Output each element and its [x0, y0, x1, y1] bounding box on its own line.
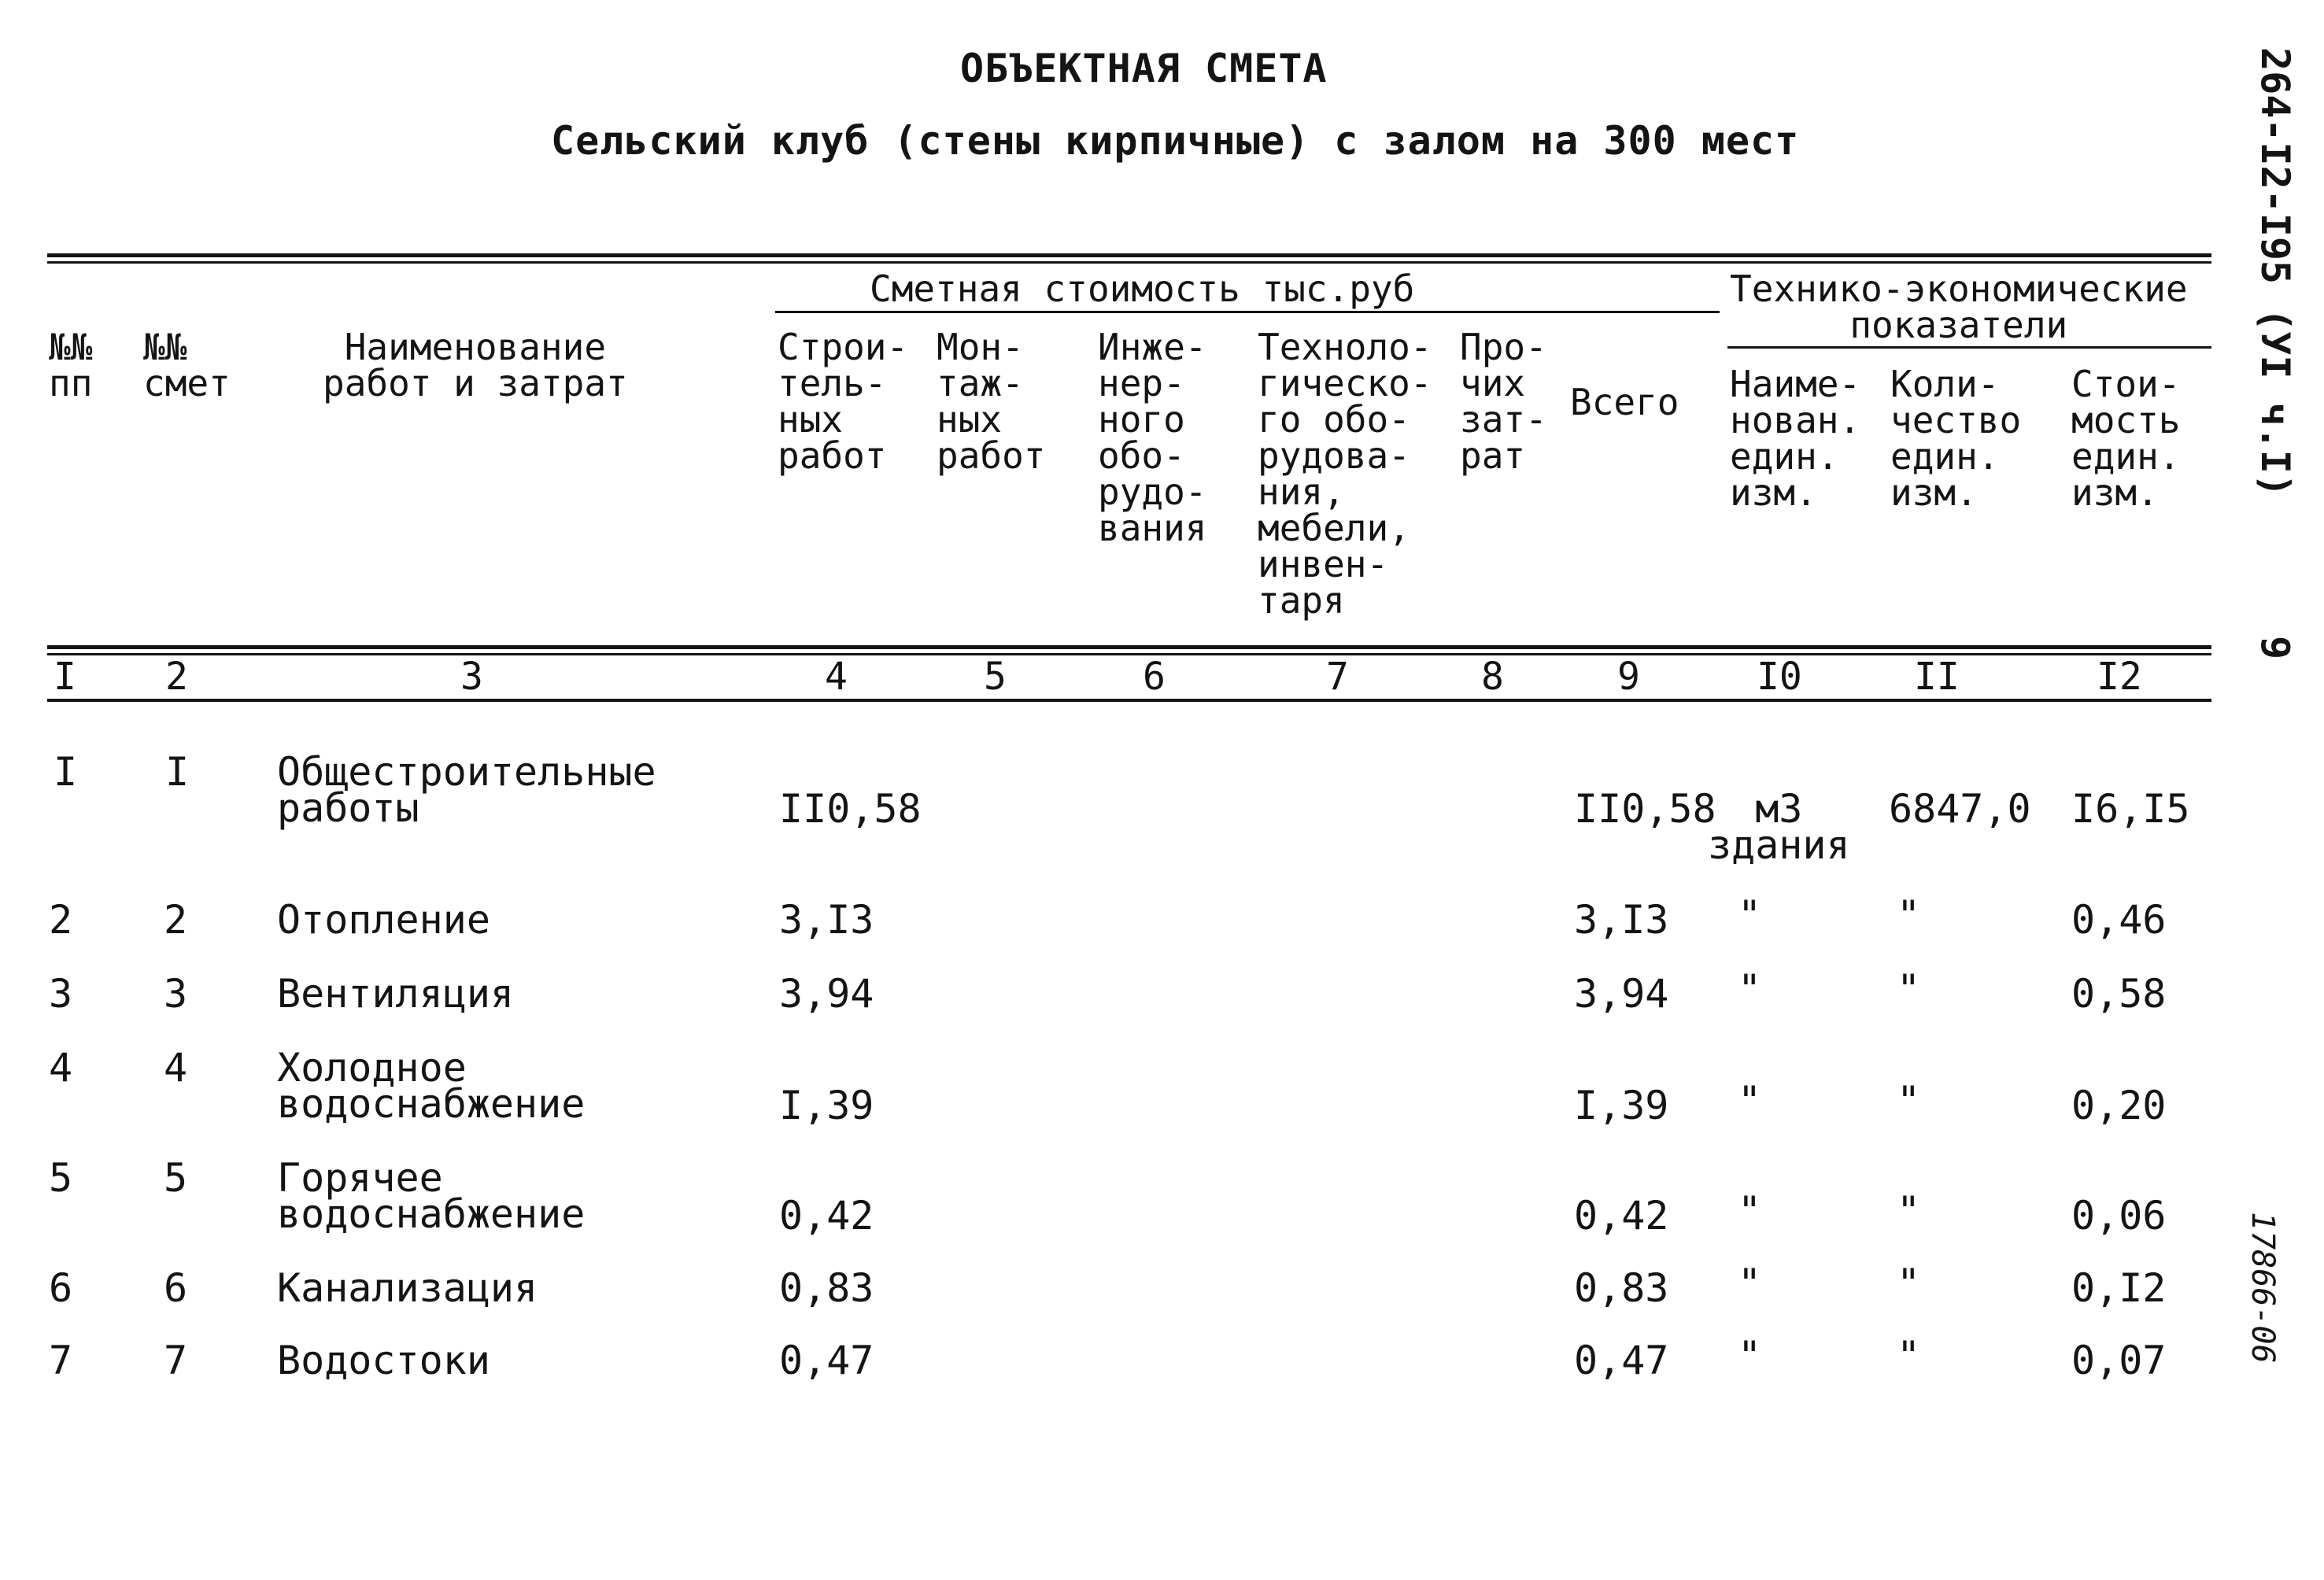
header-bottom-rule-2 — [47, 653, 2211, 655]
table-row-1-name: Общестроительные работы — [277, 749, 656, 831]
table-row-7-qty: " — [1897, 1333, 1921, 1379]
page-number: 9 — [2252, 636, 2298, 660]
table-row-4-cost: 0,20 — [2071, 1083, 2167, 1128]
header-col-build: Строи- тель- ных работ — [778, 326, 909, 477]
table-row-6-build: 0,83 — [779, 1265, 874, 1311]
table-row-3-smeta: 3 — [164, 971, 188, 1017]
colnum-9: 9 — [1617, 655, 1640, 699]
inventory-number: 17866-06 — [2245, 1212, 2281, 1364]
table-row-7-name: Водостоки — [277, 1338, 490, 1383]
table-row-4-qty: " — [1897, 1078, 1921, 1124]
table-row-6-total: 0,83 — [1574, 1265, 1669, 1311]
table-row-3-cost: 0,58 — [2071, 971, 2167, 1017]
colnum-10: I0 — [1757, 655, 1802, 699]
table-row-2-qty: " — [1897, 892, 1921, 938]
side-code: 264-I2-I95 (УI ч.I) — [2252, 47, 2298, 497]
table-row-4-total: I,39 — [1574, 1083, 1669, 1128]
table-row-4-name: Холодное водоснабжение — [277, 1045, 586, 1127]
table-row-1-total: II0,58 — [1574, 786, 1716, 832]
table-row-5-smeta: 5 — [164, 1155, 188, 1201]
table-row-5-n: 5 — [49, 1155, 73, 1201]
header-col-unit-name: Наиме- нован. един. изм. — [1730, 363, 1861, 514]
colnum-6: 6 — [1143, 655, 1166, 699]
table-row-2-n: 2 — [49, 897, 73, 943]
table-row-6-qty: " — [1897, 1261, 1921, 1306]
table-row-5-total: 0,42 — [1574, 1193, 1669, 1239]
table-row-3-qty: " — [1897, 966, 1921, 1012]
table-row-7-total: 0,47 — [1574, 1338, 1669, 1383]
header-col-unit-cost: Стои- мость един. изм. — [2071, 363, 2181, 514]
table-row-5-build: 0,42 — [779, 1193, 874, 1239]
table-row-7-smeta: 7 — [164, 1338, 188, 1383]
header-col-engineering: Инже- нер- ного обо- рудо- вания — [1098, 326, 1207, 549]
table-row-5-unit: " — [1738, 1188, 1762, 1234]
table-row-2-smeta: 2 — [164, 897, 188, 943]
header-col-name: Наименование работ и затрат — [323, 326, 628, 404]
table-row-2-cost: 0,46 — [2071, 897, 2167, 943]
tech-group-underline — [1727, 346, 2211, 349]
table-row-3-n: 3 — [49, 971, 73, 1017]
header-col-other: Про- чих зат- рат — [1460, 326, 1547, 477]
colnum-11: II — [1914, 655, 1960, 699]
header-col-total: Всего — [1570, 381, 1679, 423]
header-group-tech: Технико-экономические показатели — [1730, 268, 2188, 346]
table-row-3-name: Вентиляция — [277, 971, 515, 1017]
table-row-1-smeta: I — [165, 749, 190, 795]
table-row-6-smeta: 6 — [164, 1265, 188, 1311]
header-col-technology: Техноло- гическо- го обо- рудова- ния, мебели, инвен- таря — [1258, 326, 1432, 622]
table-row-1-qty: 6847,0 — [1889, 786, 2031, 832]
table-row-2-build: 3,I3 — [779, 897, 874, 943]
colnum-7: 7 — [1326, 655, 1349, 699]
table-top-rule-2 — [47, 261, 2211, 264]
table-top-rule — [47, 253, 2211, 257]
table-row-6-n: 6 — [49, 1265, 73, 1311]
table-row-1-unit: м3 здания — [1708, 786, 1850, 868]
table-row-5-cost: 0,06 — [2071, 1193, 2167, 1239]
table-row-7-unit: " — [1738, 1333, 1762, 1379]
cost-group-underline — [775, 311, 1720, 313]
document-title: ОБЪЕКТНАЯ СМЕТА — [960, 46, 1328, 91]
table-row-1-cost: I6,I5 — [2071, 786, 2190, 832]
colnum-1: I — [54, 655, 76, 699]
column-numbers-rule — [47, 699, 2211, 702]
table-row-1-n: I — [54, 749, 78, 795]
table-row-1-build: II0,58 — [779, 786, 922, 832]
table-row-3-unit: " — [1738, 966, 1762, 1012]
table-row-2-name: Отопление — [277, 897, 490, 943]
header-bottom-rule — [47, 645, 2211, 649]
table-row-6-cost: 0,I2 — [2071, 1265, 2167, 1311]
colnum-5: 5 — [984, 655, 1007, 699]
document-subtitle: Сельский клуб (стены кирпичные) с залом на 300 мест — [551, 118, 1800, 164]
header-group-cost: Сметная стоимость тыс.руб — [870, 268, 1415, 310]
table-row-5-qty: " — [1897, 1188, 1921, 1234]
header-col-smeta: №№ смет — [143, 326, 231, 404]
colnum-12: I2 — [2097, 655, 2142, 699]
table-row-3-build: 3,94 — [779, 971, 874, 1017]
colnum-8: 8 — [1481, 655, 1504, 699]
table-row-6-unit: " — [1738, 1261, 1762, 1306]
colnum-2: 2 — [165, 655, 188, 699]
table-row-7-build: 0,47 — [779, 1338, 874, 1383]
table-row-5-name: Горячее водоснабжение — [277, 1155, 586, 1237]
table-row-4-build: I,39 — [779, 1083, 874, 1128]
table-row-7-cost: 0,07 — [2071, 1338, 2167, 1383]
table-row-7-n: 7 — [49, 1338, 73, 1383]
table-row-4-n: 4 — [49, 1045, 73, 1091]
header-col-mount: Мон- таж- ных работ — [937, 326, 1046, 477]
table-row-4-unit: " — [1738, 1078, 1762, 1124]
colnum-3: 3 — [460, 655, 483, 699]
header-col-unit-qty: Коли- чество един. изм. — [1890, 363, 2022, 514]
table-row-2-unit: " — [1738, 892, 1762, 938]
table-row-4-smeta: 4 — [164, 1045, 188, 1091]
colnum-4: 4 — [825, 655, 848, 699]
table-row-3-total: 3,94 — [1574, 971, 1669, 1017]
table-row-6-name: Канализация — [277, 1265, 538, 1311]
header-col-pp: №№ пп — [49, 326, 93, 404]
table-row-2-total: 3,I3 — [1574, 897, 1669, 943]
